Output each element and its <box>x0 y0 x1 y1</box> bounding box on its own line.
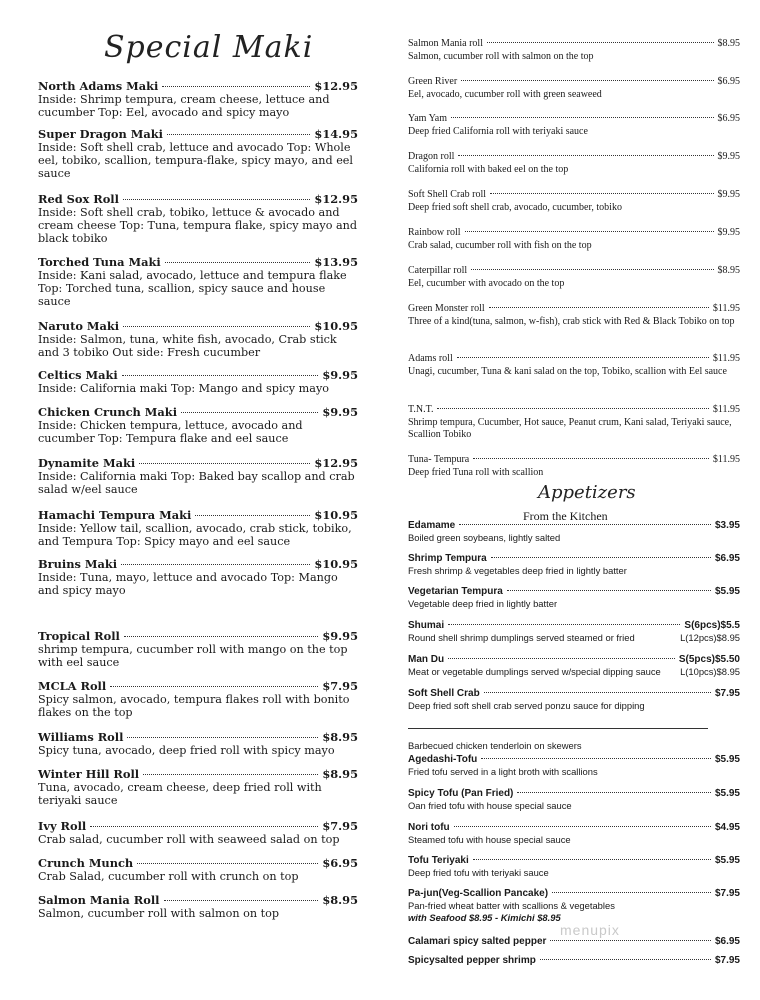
item-name: Green River <box>408 76 458 87</box>
menu-item <box>38 820 358 846</box>
item-price: $3.95 <box>714 520 740 531</box>
menu-item <box>408 404 740 442</box>
item-description: Spicy salmon, avocado, tempura flakes roll with bonito flakes on the top <box>38 693 350 719</box>
menu-item <box>408 454 740 479</box>
menu-item <box>408 586 740 610</box>
item-description: Deep fried soft shell crab served ponzu sauce for dipping <box>408 700 645 711</box>
item-description: shrimp tempura, cucumber roll with mango on the top with eel sauce <box>38 643 348 669</box>
item-name: Edamame <box>408 520 456 531</box>
item-name: Dragon roll <box>408 151 455 162</box>
item-name: Soft Shell Crab roll <box>408 189 487 200</box>
item-description: Crab Salad, cucumber roll with crunch on top <box>38 870 299 883</box>
item-name: Green Monster roll <box>408 303 485 314</box>
item-price: $9.95 <box>717 227 740 238</box>
menu-item <box>408 754 740 778</box>
item-description: Inside: California maki Top: Mango and spicy mayo <box>38 382 330 395</box>
item-price: $5.95 <box>714 788 740 799</box>
item-description: Meat or vegetable dumplings served w/special dipping sauce <box>408 666 661 677</box>
menu-item <box>38 406 358 445</box>
item-extra-price: L(12pcs)$8.95 <box>680 632 740 643</box>
item-price: $13.95 <box>314 255 358 269</box>
item-name: Caterpillar roll <box>408 265 468 276</box>
item-description: Inside: Soft shell crab, lettuce and avocado Top: Whole eel, tobiko, scallion, tempura-flake, spicy mayo, and eel sauce <box>38 141 354 180</box>
menu-item <box>38 768 358 807</box>
item-price: $11.95 <box>712 353 740 364</box>
item-description: Inside: Tuna, mayo, lettuce and avocado Top: Mango and spicy mayo <box>38 571 338 597</box>
item-price: $8.95 <box>322 730 358 744</box>
item-description: Eel, avocado, cucumber roll with green seaweed <box>408 88 602 100</box>
item-price: $7.95 <box>714 888 740 899</box>
item-price: $6.95 <box>322 856 358 870</box>
item-price: $11.95 <box>712 303 740 314</box>
item-name: Williams Roll <box>38 730 124 744</box>
item-description: Unagi, cucumber, Tuna & kani salad on the top, Tobiko, scallion with Eel sauce <box>408 365 727 377</box>
menu-item <box>408 553 740 577</box>
item-name: Winter Hill Roll <box>38 767 140 781</box>
item-name: Celtics Maki <box>38 368 118 382</box>
item-name: Adams roll <box>408 353 453 364</box>
item-description: Spicy tuna, avocado, deep fried roll with spicy mayo <box>38 744 335 757</box>
menu-item <box>408 113 740 138</box>
item-price: $9.95 <box>717 151 740 162</box>
item-price: $5.95 <box>714 586 740 597</box>
item-price: $7.95 <box>714 688 740 699</box>
menu-item <box>38 80 358 119</box>
item-price: $4.95 <box>714 822 740 833</box>
item-name: Crunch Munch <box>38 856 134 870</box>
item-description: Crab salad, cucumber roll with fish on the top <box>408 239 592 251</box>
item-price: $10.95 <box>314 557 358 571</box>
item-description: Inside: Soft shell crab, tobiko, lettuce & avocado and cream cheese Top: Tuna, tempura flake, spicy mayo and black tobiko <box>38 206 358 245</box>
menu-item <box>38 894 358 920</box>
item-price: $10.95 <box>314 319 358 333</box>
item-description: Inside: California maki Top: Baked bay scallop and crab salad w/eel sauce <box>38 470 355 496</box>
section-divider <box>408 728 708 729</box>
item-description: Boiled green soybeans, lightly salted <box>408 532 561 543</box>
item-name: Tuna- Tempura <box>408 454 470 465</box>
item-description: Deep fried soft shell crab, avocado, cucumber, tobiko <box>408 201 622 213</box>
note <box>408 740 740 752</box>
item-description: Three of a kind(tuna, salmon, w-fish), crab stick with Red & Black Tobiko on top <box>408 315 735 327</box>
item-name: Salmon Mania Roll <box>38 893 160 907</box>
item-price: S(5pcs)$5.50 <box>678 654 740 665</box>
menu-item <box>408 822 740 846</box>
menu-item <box>38 680 358 719</box>
barbecue-note: Barbecued chicken tenderloin on skewers <box>408 740 582 751</box>
menu-item <box>38 128 358 180</box>
menu-item <box>408 303 740 328</box>
item-description: California roll with baked eel on the top <box>408 163 569 175</box>
menu-item <box>38 558 358 597</box>
item-name: Salmon Mania roll <box>408 38 483 49</box>
menu-item <box>408 620 740 644</box>
item-price: $5.95 <box>714 855 740 866</box>
item-description: Deep fried Tuna roll with scallion <box>408 466 544 478</box>
item-price: $11.95 <box>712 454 740 465</box>
menu-item <box>408 955 740 967</box>
item-price: $6.95 <box>714 553 740 564</box>
item-price: $12.95 <box>314 456 358 470</box>
item-name: Bruins Maki <box>38 557 118 571</box>
menu-item <box>408 151 740 176</box>
item-description: Inside: Shrimp tempura, cream cheese, lettuce and cucumber Top: Eel, avocado and spicy mayo <box>38 93 330 119</box>
menu-item <box>408 654 740 678</box>
item-name: Naruto Maki <box>38 319 120 333</box>
item-name: MCLA Roll <box>38 679 107 693</box>
menu-item <box>408 76 740 101</box>
item-extra-price: L(10pcs)$8.95 <box>680 666 740 677</box>
item-description: Pan-fried wheat batter with scallions & vegetables <box>408 900 615 911</box>
item-description: Deep fried California roll with teriyaki sauce <box>408 125 588 137</box>
item-name: T.N.T. <box>408 404 434 415</box>
item-price: $8.95 <box>322 893 358 907</box>
item-name: Hamachi Tempura Maki <box>38 508 192 522</box>
item-name: Tofu Teriyaki <box>408 855 469 866</box>
item-price: $5.95 <box>714 754 740 765</box>
item-name: Rainbow roll <box>408 227 461 238</box>
item-name: Vegetarian Tempura <box>408 586 503 597</box>
item-description: Tuna, avocado, cream cheese, deep fried roll with teriyaki sauce <box>38 781 322 807</box>
item-price: $9.95 <box>322 405 358 419</box>
item-price: $9.95 <box>322 368 358 382</box>
item-name: Nori tofu <box>408 822 450 833</box>
item-description: Fried tofu served in a light broth with scallions <box>408 766 598 777</box>
menu-item <box>408 788 740 812</box>
item-name: Chicken Crunch Maki <box>38 405 178 419</box>
item-description: Salmon, cucumber roll with salmon on top <box>38 907 280 920</box>
item-price: $10.95 <box>314 508 358 522</box>
menu-item <box>408 888 740 924</box>
item-description: Shrimp tempura, Cucumber, Hot sauce, Peanut crum, Kani salad, Teriyaki sauce, Scallion Tobiko <box>408 416 732 440</box>
item-description: Vegetable deep fried in lightly batter <box>408 598 558 609</box>
item-description: Fresh shrimp & vegetables deep fried in lightly batter <box>408 565 627 576</box>
item-name: Shumai <box>408 620 445 631</box>
menu-item <box>38 509 358 548</box>
pajun-note: with Seafood $8.95 - Kimichi $8.95 <box>408 912 561 923</box>
watermark: menupix <box>560 922 620 938</box>
item-description: Crab salad, cucumber roll with seaweed salad on top <box>38 833 340 846</box>
menu-item <box>408 520 740 544</box>
item-price: $6.95 <box>717 76 740 87</box>
menu-item <box>408 688 740 712</box>
item-description: Inside: Chicken tempura, lettuce, avocado and cucumber Top: Tempura flake and eel sauce <box>38 419 303 445</box>
item-price: $7.95 <box>714 955 740 966</box>
menu-item <box>38 857 358 883</box>
item-name: Calamari spicy salted pepper <box>408 936 547 947</box>
item-name: Tropical Roll <box>38 629 120 643</box>
appetizers-subtitle: From the Kitchen <box>523 509 608 523</box>
item-description: Steamed tofu with house special sauce <box>408 834 571 845</box>
item-name: Ivy Roll <box>38 819 87 833</box>
menu-item <box>408 189 740 214</box>
menu-item <box>38 193 358 245</box>
menu-item <box>38 369 358 395</box>
item-description: Round shell shrimp dumplings served steamed or fried <box>408 632 635 643</box>
item-name: Spicy Tofu (Pan Fried) <box>408 788 514 799</box>
menu-item <box>38 630 358 669</box>
item-description: Deep fried tofu with teriyaki sauce <box>408 867 549 878</box>
item-description: Inside: Kani salad, avocado, lettuce and tempura flake Top: Torched tuna, scallion, spicy sauce and house sauce <box>38 269 347 308</box>
item-name: Agedashi-Tofu <box>408 754 478 765</box>
menu-item <box>38 457 358 496</box>
item-price: $14.95 <box>314 127 358 141</box>
item-name: Man Du <box>408 654 445 665</box>
item-name: Yam Yam <box>408 113 448 124</box>
item-price: $6.95 <box>717 113 740 124</box>
item-name: North Adams Maki <box>38 79 159 93</box>
menu-item <box>408 855 740 879</box>
item-price: S(6pcs)$5.5 <box>684 620 740 631</box>
item-name: Red Sox Roll <box>38 192 119 206</box>
item-price: $6.95 <box>714 936 740 947</box>
item-price: $7.95 <box>322 679 358 693</box>
item-description: Oan fried tofu with house special sauce <box>408 800 572 811</box>
item-name: Spicysalted pepper shrimp <box>408 955 536 966</box>
item-name: Torched Tuna Maki <box>38 255 161 269</box>
special-maki-title: Special Maki <box>104 30 314 65</box>
item-price: $9.95 <box>717 189 740 200</box>
item-price: $7.95 <box>322 819 358 833</box>
menu-item <box>38 320 358 359</box>
item-price: $9.95 <box>322 629 358 643</box>
item-description: Eel, cucumber with avocado on the top <box>408 277 565 289</box>
item-name: Dynamite Maki <box>38 456 136 470</box>
menu-item <box>408 38 740 63</box>
appetizers-title: Appetizers <box>538 482 636 503</box>
item-price: $8.95 <box>717 38 740 49</box>
item-description: Inside: Yellow tail, scallion, avocado, crab stick, tobiko, and Tempura Top: Spicy mayo and eel sauce <box>38 522 352 548</box>
menu-item <box>408 353 740 378</box>
item-price: $11.95 <box>712 404 740 415</box>
item-price: $8.95 <box>717 265 740 276</box>
item-name: Soft Shell Crab <box>408 688 480 699</box>
item-description: Inside: Salmon, tuna, white fish, avocado, Crab stick and 3 tobiko Out side: Fresh cucumber <box>38 333 337 359</box>
item-name: Pa-jun(Veg-Scallion Pancake) <box>408 888 549 899</box>
item-price: $12.95 <box>314 79 358 93</box>
menu-item <box>38 731 358 757</box>
item-name: Shrimp Tempura <box>408 553 487 564</box>
menu-item <box>408 227 740 252</box>
item-description: Salmon, cucumber roll with salmon on the top <box>408 50 594 62</box>
item-price: $8.95 <box>322 767 358 781</box>
menu-item <box>408 265 740 290</box>
item-price: $12.95 <box>314 192 358 206</box>
menu-item <box>38 256 358 308</box>
item-name: Super Dragon Maki <box>38 127 163 141</box>
